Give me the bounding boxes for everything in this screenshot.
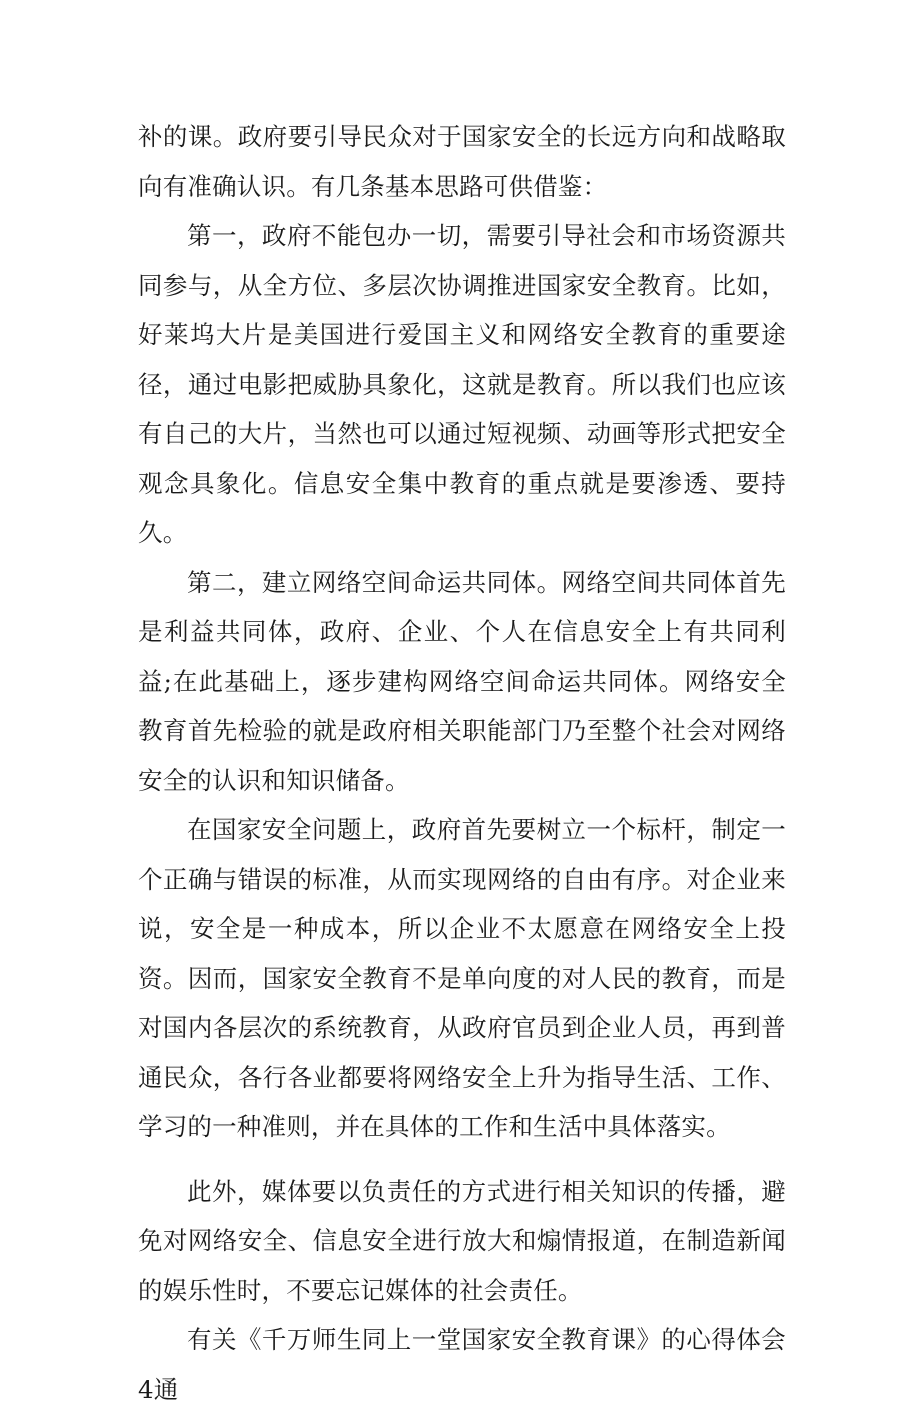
paragraph-first-point: 第一，政府不能包办一切，需要引导社会和市场资源共同参与，从全方位、多层次协调推进国家安全教育。比如，好莱坞大片是美国进行爱国主义和网络安全教育的重要途径，通过电影把威胁具象化，这就是教育。所以我们也应该有自己的大片，当然也可以通过短视频、动画等形式把安全观念具象化。信息安全集中教育的重点就是要渗透、要持久。 bbox=[138, 221, 786, 547]
paragraph-national-security: 在国家安全问题上，政府首先要树立一个标杆，制定一个正确与错误的标准，从而实现网络的自由有序。对企业来说，安全是一种成本，所以企业不太愿意在网络安全上投资。因而，国家安全教育不是单向度的对人民的教育，而是对国内各层次的系统教育，从政府官员到企业人员，再到普通民众，各行各业都要将网络安全上升为指导生活、工作、学习的一种准则，并在具体的工作和生活中具体落实。 bbox=[138, 815, 786, 1141]
paragraph-continuation: 补的课。政府要引导民众对于国家安全的长远方向和战略取向有准确认识。有几条基本思路可供借鉴： bbox=[138, 122, 786, 201]
document-body bbox=[138, 112, 786, 1414]
paragraph-second-point: 第二，建立网络空间命运共同体。网络空间共同体首先是利益共同体，政府、企业、个人在信息安全上有共同利益;在此基础上，逐步建构网络空间命运共同体。网络安全教育首先检验的就是政府相关职能部门乃至整个社会对网络安全的认识和知识储备。 bbox=[138, 567, 786, 795]
paragraph-media-responsibility: 此外，媒体要以负责任的方式进行相关知识的传播，避免对网络安全、信息安全进行放大和煽情报道，在制造新闻的娱乐性时，不要忘记媒体的社会责任。 bbox=[138, 1176, 786, 1305]
paragraph-section-heading: 有关《千万师生同上一堂国家安全教育课》的心得体会4通 bbox=[138, 1325, 786, 1404]
